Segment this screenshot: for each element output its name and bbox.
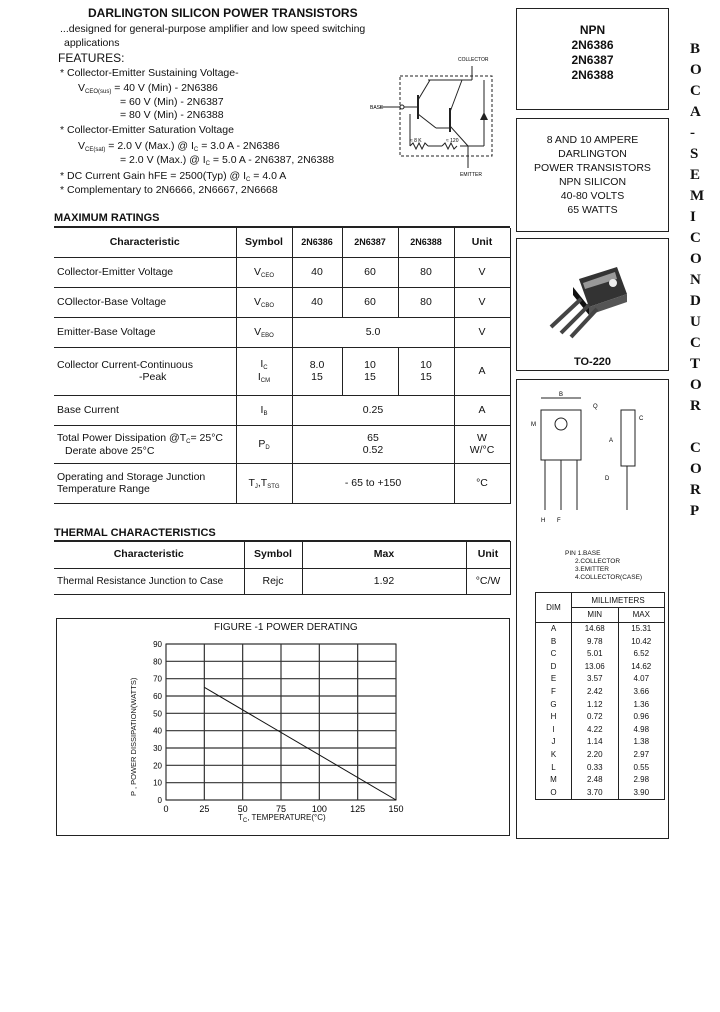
dimension-cell: 3.66 [633, 686, 650, 696]
dimensions-box [516, 379, 669, 839]
dimension-cell: J [536, 736, 572, 749]
svg-text:F: F [557, 518, 561, 524]
column-header: Unit [466, 541, 510, 568]
dimension-row [536, 686, 664, 699]
dimension-row [536, 661, 664, 674]
side-char: R [690, 398, 701, 414]
chart-x-label: $T_C$, TEMPERATURE(°C) [238, 813, 326, 824]
dimension-row [536, 623, 664, 636]
feature-2b: = 2.0 V (Max.) @ $I_C = 5.0$ A - 2N6387, 2N6388 [120, 154, 335, 167]
dimension-cell: 5.01 [572, 648, 619, 661]
table-row: Operating and Storage Junction Temperature Range $T_J,T_{STG}$ - 65 to +150 °C [54, 463, 510, 503]
description-line-1: ...designed for general-purpose amplifier and low speed switching [60, 23, 366, 35]
dimension-row [536, 736, 664, 749]
part-2n6386: 2N6386 [571, 38, 614, 52]
feature-2: * Collector-Emitter Saturation Voltage [60, 124, 234, 136]
dimension-cell: D [536, 661, 572, 674]
max-ratings-heading: MAXIMUM RATINGS [54, 212, 160, 224]
feature-4: * Complementary to 2N6666, 2N6667, 2N6668 [60, 184, 278, 196]
side-char: R [690, 482, 701, 498]
resistor-1-label: ≈ 8 K [410, 138, 422, 144]
side-char: P [690, 503, 700, 519]
column-header: Characteristic [54, 228, 236, 257]
table-row: Thermal Resistance Junction to Case Rejc 1.92 °C/W [54, 568, 510, 594]
feature-3: * DC Current Gain hFE = 2500(Typ) @ $I_C = 4.0$ A [60, 170, 287, 183]
dimension-cell: 3.57 [572, 673, 619, 686]
dimension-cell: 2.97 [633, 749, 650, 759]
column-header: Max [302, 541, 466, 568]
y-tick-label: 10 [153, 778, 162, 788]
feature-1c: = 80 V (Min) - 2N6388 [120, 109, 224, 121]
package-box [516, 238, 669, 371]
dimension-row [536, 699, 664, 712]
dimension-row [536, 711, 664, 724]
feature-1b: = 60 V (Min) - 2N6387 [120, 96, 224, 108]
side-char: C [690, 335, 701, 351]
svg-text:D: D [605, 476, 610, 482]
y-tick-label: 20 [153, 761, 162, 771]
y-tick-label: 60 [153, 692, 162, 701]
dimension-cell: H [536, 711, 572, 724]
y-tick-label: 0 [157, 796, 162, 805]
description-box: 8 AND 10 AMPERE DARLINGTON POWER TRANSISTORS NPN SILICON 40-80 VOLTS 65 WATTS [516, 118, 669, 232]
side-char: B [690, 41, 701, 57]
dimension-row [536, 673, 664, 686]
side-char: O [690, 461, 702, 477]
side-char: U [690, 314, 701, 330]
dimension-row [536, 762, 664, 775]
part-number-box [516, 8, 669, 110]
x-tick-label: 75 [275, 804, 287, 814]
side-char: C [690, 83, 701, 99]
side-char: M [690, 188, 705, 204]
dimension-cell: 14.62 [631, 661, 652, 671]
x-tick-label: 50 [237, 804, 248, 814]
svg-text:M: M [531, 422, 536, 428]
dimension-cell: 3.70 [572, 787, 619, 800]
emitter-label: EMITTER [460, 172, 482, 178]
dimension-cell: M [536, 774, 572, 787]
dimension-cell: 9.78 [572, 636, 619, 649]
dimension-row [536, 774, 664, 787]
side-char: C [690, 230, 701, 246]
dimension-cell: 6.52 [633, 649, 650, 659]
column-header: Characteristic [54, 541, 244, 568]
side-char: O [690, 62, 702, 78]
table-row: Base Current $I_B$ 0.25 A [54, 395, 510, 425]
svg-text:B: B [559, 392, 564, 398]
dimension-cell: L [536, 762, 572, 775]
dimensions-table: DIM MILLIMETERS MIN MAX A 14.68 15.31 B 9.78 10.42 C 5.01 6.52 D 13.06 14.62 E 3.57 4.07 F 2.42 3.66 G 1.12 1.36 H 0.72 0.96 I 4.22 4.98 J 1.14 1.38 K 2.20 2.97 L 0.33 0.55 M 2.48 2.98 O 3.70 3.90 [535, 592, 665, 800]
column-header: Unit [454, 228, 510, 257]
dimension-row [536, 724, 664, 737]
feature-1a: $V_{CEO(sus)} = 40$ V (Min) - 2N6386 [78, 82, 218, 95]
dimension-cell: 2.20 [572, 749, 619, 762]
x-tick-label: 100 [311, 804, 327, 814]
dimension-cell: 1.14 [572, 736, 619, 749]
side-char: - [690, 125, 695, 141]
dimension-cell: 1.12 [572, 699, 619, 712]
dimension-cell: 4.22 [572, 724, 619, 737]
dimension-cell: 1.38 [633, 737, 650, 747]
dimension-cell: 2.42 [572, 686, 619, 699]
dimension-cell: 4.07 [633, 674, 650, 684]
chart-title: FIGURE -1 POWER DERATING [214, 622, 358, 633]
dimension-cell: F [536, 686, 572, 699]
side-char: S [690, 146, 699, 162]
dimension-cell: 13.06 [572, 661, 619, 674]
dimension-cell: 0.72 [572, 711, 619, 724]
thermal-heading: THERMAL CHARACTERISTICS [54, 527, 216, 539]
column-header: 2N6388 [398, 228, 454, 257]
dimension-cell: O [536, 787, 572, 800]
description-line-2: applications [64, 37, 120, 49]
dimension-cell: 2.48 [572, 774, 619, 787]
dimension-row [536, 648, 664, 661]
dimension-cell: I [536, 724, 572, 737]
document-title: DARLINGTON SILICON POWER TRANSISTORS [88, 6, 358, 20]
chart-y-label: P , POWER DISSIPATION(WATTS) [129, 677, 138, 796]
y-tick-label: 30 [153, 744, 162, 753]
column-header: 2N6386 [292, 228, 342, 257]
max-ratings-table [54, 228, 511, 504]
base-label: BASE [370, 105, 384, 111]
column-header: 2N6387 [342, 228, 398, 257]
x-tick-label: 125 [350, 804, 366, 814]
dimension-cell: 0.96 [633, 712, 650, 722]
svg-text:Q: Q [593, 404, 598, 410]
x-tick-label: 25 [199, 804, 210, 814]
to220-package-image [517, 239, 668, 351]
dimension-row [536, 787, 664, 800]
dimension-cell: C [536, 648, 572, 661]
resistor-2-label: ≈ 120 [446, 138, 459, 144]
side-char: N [690, 272, 701, 288]
pin-list: PIN 1.BASE 2.COLLECTOR 3.EMITTER 4.COLLECTOR(CASE) [565, 550, 643, 581]
feature-1: * Collector-Emitter Sustaining Voltage- [60, 67, 239, 79]
feature-2a: $V_{CE(sat)} = 2.0$ V (Max.) @ $I_C = 3.0$ A - 2N6386 [78, 140, 280, 153]
package-label: TO-220 [573, 356, 612, 368]
side-char: D [690, 293, 701, 309]
power-derating-chart [120, 638, 420, 828]
dimension-cell: E [536, 673, 572, 686]
y-tick-label: 40 [153, 726, 162, 736]
table-row: Total Power Dissipation $@T_C= 25^\circ C$ Derate above 25°C $P_D$ 65 0.52 W W/°C [54, 425, 510, 463]
side-char: A [690, 104, 701, 120]
part-2n6388: 2N6388 [571, 68, 614, 82]
side-char: T [690, 356, 701, 372]
table-header-row [54, 541, 510, 568]
y-tick-label: 90 [153, 640, 162, 649]
table-row: Collector-Emitter Voltage $V_{CEO}$ 40 60 80 V [54, 257, 510, 287]
chart-ticks [153, 640, 403, 814]
column-header: Symbol [244, 541, 302, 568]
y-tick-label: 70 [153, 674, 162, 684]
dimension-cell: A [536, 623, 572, 636]
device-type: NPN [579, 23, 606, 37]
dimension-cell: 2.98 [633, 775, 650, 785]
collector-label: COLLECTOR [458, 57, 489, 63]
table-row: COllector-Base Voltage $V_{CBO}$ 40 60 80 V [54, 287, 510, 317]
part-2n6387: 2N6387 [571, 53, 614, 67]
dimension-row [536, 636, 664, 649]
svg-text:H: H [541, 518, 546, 524]
thermal-table [54, 541, 511, 595]
side-char: O [690, 251, 702, 267]
dimension-cell: 4.98 [633, 724, 650, 734]
dimension-cell: K [536, 749, 572, 762]
svg-text:A: A [609, 438, 614, 444]
dimension-cell: 3.90 [633, 787, 650, 797]
dimension-cell: B [536, 636, 572, 649]
dimension-cell: 14.68 [572, 623, 619, 636]
package-outline-drawing [517, 380, 668, 530]
dimension-cell: 0.33 [572, 762, 619, 775]
dimension-row [536, 749, 664, 762]
column-header: Symbol [236, 228, 292, 257]
y-tick-label: 80 [153, 657, 162, 667]
x-tick-label: 0 [163, 804, 169, 814]
dimension-cell: 10.42 [631, 636, 652, 646]
chart-grid [166, 644, 396, 800]
table-header-row [54, 228, 510, 257]
y-tick-label: 50 [153, 709, 162, 719]
side-char: C [690, 440, 701, 456]
dimension-cell: 1.36 [633, 699, 650, 709]
darlington-schematic [370, 50, 505, 180]
dimension-cell: 15.31 [631, 624, 652, 633]
table-row: Emitter-Base Voltage $V_{EBO}$ 5.0 V [54, 317, 510, 347]
svg-text:C: C [639, 416, 644, 422]
dimension-cell: G [536, 699, 572, 712]
side-char: E [690, 167, 701, 183]
side-char: I [690, 209, 696, 225]
x-tick-label: 150 [388, 804, 404, 814]
table-row: Collector Current-Continuous -Peak $I_C$ $I_{CM}$ 8.0 15 10 15 10 15 A [54, 347, 510, 395]
side-char: O [690, 377, 702, 393]
features-heading: FEATURES: [58, 51, 125, 65]
dimension-cell: 0.55 [633, 762, 650, 772]
